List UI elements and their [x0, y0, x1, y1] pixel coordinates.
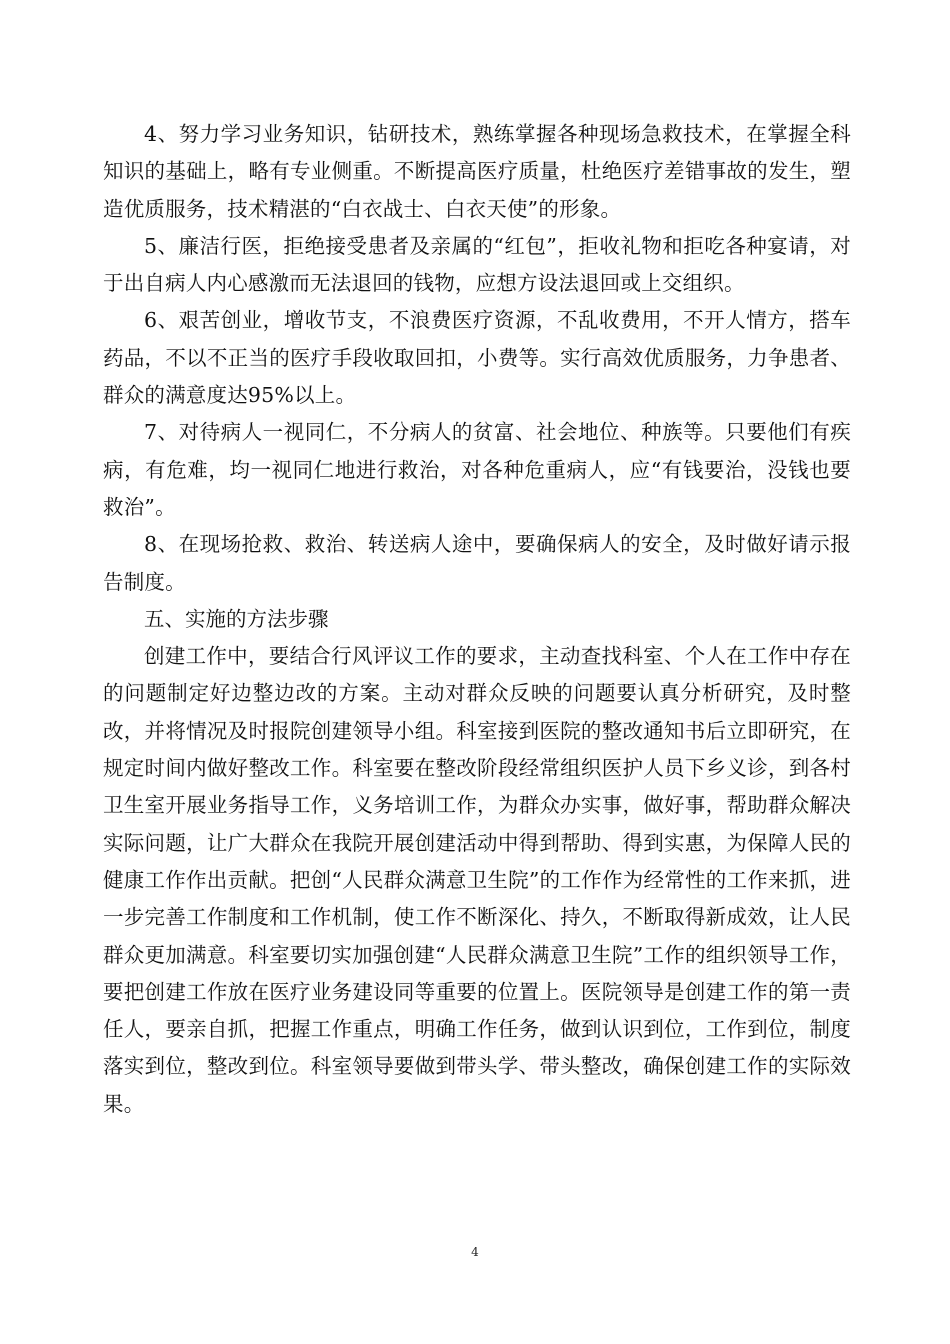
paragraph-item-8: 8、在现场抢救、救治、转送病人途中，要确保病人的安全，及时做好请示报告制度。: [103, 532, 851, 594]
page-number: 4: [471, 1245, 479, 1259]
section-body-paragraph: 创建工作中，要结合行风评议工作的要求，主动查找科室、个人在工作中存在的问题制定好边整边改的方案。主动对群众反映的问题要认真分析研究，及时整改，并将情况及时报院创建领导小组。科室接到医院的整改通知书后立即研究，在规定时间内做好整改工作。科室要在整改阶段经常组织医护人员下乡义诊，到各村卫生室开展业务指导工作，义务培训工作，为群众办实事，做好事，帮助群众解决实际问题，让广大群众在我院开展创建活动中得到帮助、得到实惠，为保障人民的健康工作作出贡献。把创“人民群众满意卫生院”的工作作为经常性的工作来抓，进一步完善工作制度和工作机制，使工作不断深化、持久，不断取得新成效，让人民群众更加满意。科室要切实加强创建“人民群众满意卫生院”工作的组织领导工作，要把创建工作放在医疗业务建设同等重要的位置上。医院领导是创建工作的第一责任人，要亲自抓，把握工作重点，明确工作任务，做到认识到位，工作到位，制度落实到位，整改到位。科室领导要做到带头学、带头整改，确保创建工作的实际效果。: [103, 644, 851, 1116]
paragraph-item-6: 6、艰苦创业，增收节支，不浪费医疗资源，不乱收费用，不开人情方，搭车药品，不以不正当的医疗手段收取回扣，小费等。实行高效优质服务，力争患者、群众的满意度达95%以上。: [103, 308, 851, 408]
paragraph-item-7: 7、对待病人一视同仁，不分病人的贫富、社会地位、种族等。只要他们有疾病，有危难，均一视同仁地进行救治，对各种危重病人，应“有钱要治，没钱也要救治”。: [103, 420, 851, 519]
paragraph-item-5: 5、廉洁行医，拒绝接受患者及亲属的“红包”，拒收礼物和拒吃各种宴请，对于出自病人内心感激而无法退回的钱物，应想方设法退回或上交组织。: [103, 233, 851, 296]
section-heading: 五、实施的方法步骤: [144, 606, 329, 631]
paragraph-item-4: 4、努力学习业务知识，钻研技术，熟练掌握各种现场急救技术，在掌握全科知识的基础上，略有专业侧重。不断提高医疗质量，杜绝医疗差错事故的发生，塑造优质服务，技术精湛的“白衣战士、白衣天使”的形象。: [103, 122, 851, 221]
document-body: [103, 116, 851, 1123]
